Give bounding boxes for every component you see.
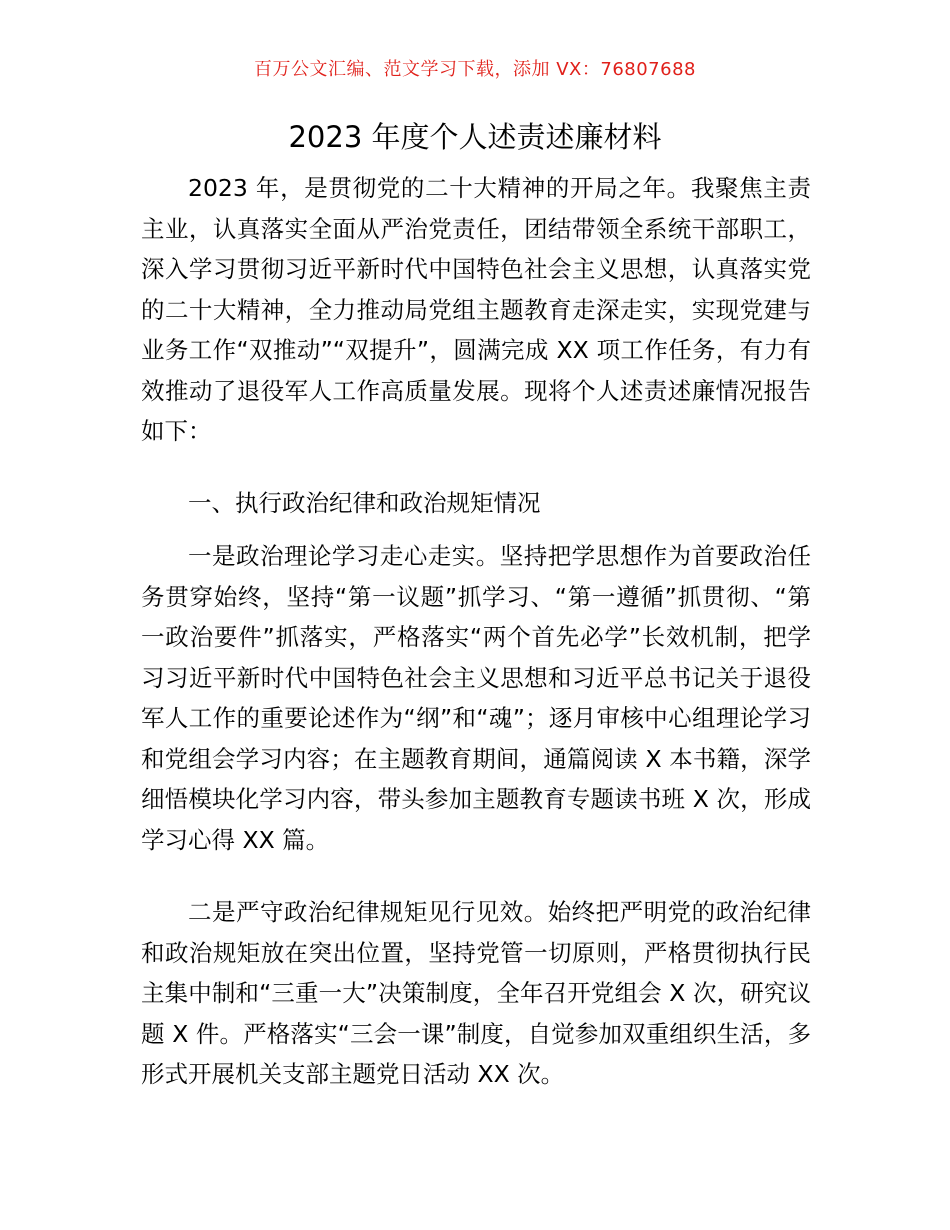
document-title: 2023 年度个人述责述廉材料	[288, 120, 662, 154]
header-promo-note: 百万公文汇编、范文学习下载，添加 VX：76807688	[254, 59, 696, 80]
intro-paragraph: 2023 年，是贯彻党的二十大精神的开局之年。我聚焦主责主业，认真落实全面从严治党责任，团结带领全系统干部职工，深入学习贯彻习近平新时代中国特色社会主义思想，认真落实党的二十大精神，全力推动局党组主题教育走深走实，实现党建与业务工作“双推动”“双提升”，圆满完成 XX 项工作任务，有力有效推动了退役军人工作高质量发展。现将个人述责述廉情况报告如下：	[141, 174, 811, 445]
body-paragraph: 二是严守政治纪律规矩见行见效。始终把严明党的政治纪律和政治规矩放在突出位置，坚持党管一切原则，严格贯彻执行民主集中制和“三重一大”决策制度，全年召开党组会 X 次，研究议题 X 件。严格落实“三会一课”制度，自觉参加双重组织生活，多形式开展机关支部主题党日活动 XX 次。	[141, 898, 811, 1088]
body-paragraph: 一是政治理论学习走心走实。坚持把学思想作为首要政治任务贯穿始终，坚持“第一议题”抓学习、“第一遵循”抓贯彻、“第一政治要件”抓落实，严格落实“两个首先必学”长效机制，把学习习近平新时代中国特色社会主义思想和习近平总书记关于退役军人工作的重要论述作为“纲”和“魂”；逐月审核中心组理论学习和党组会学习内容；在主题教育期间，通篇阅读 X 本书籍，深学细悟模块化学习内容，带头参加主题教育专题读书班 X 次，形成学习心得 XX 篇。	[141, 542, 811, 854]
section-heading: 一、执行政治纪律和政治规矩情况	[188, 489, 541, 517]
